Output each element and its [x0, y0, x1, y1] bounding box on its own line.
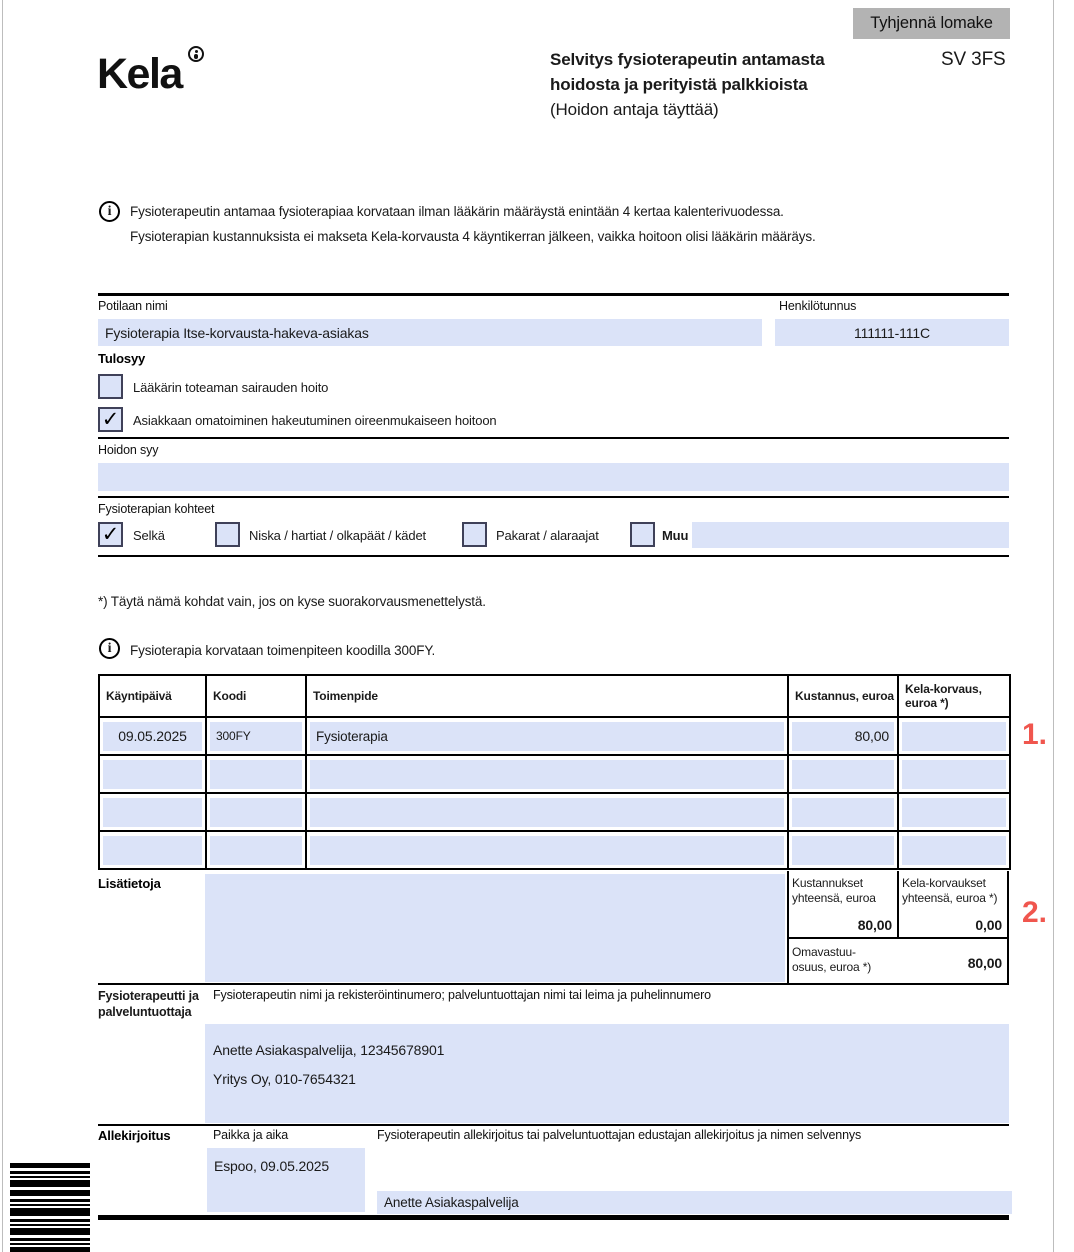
- deductible-value: 80,00: [967, 955, 1002, 971]
- visit-cost-field[interactable]: [792, 798, 894, 827]
- divider: [1007, 871, 1009, 985]
- header-date: Käyntipäivä: [99, 675, 206, 717]
- checkbox-laakarin-toteama-label: Lääkärin toteaman sairauden hoito: [133, 380, 329, 395]
- divider: [897, 871, 899, 938]
- place-date-field[interactable]: Espoo, 09.05.2025: [207, 1148, 365, 1212]
- visit-date-field[interactable]: [103, 836, 202, 865]
- checkmark-icon: ✓: [101, 408, 120, 431]
- checkbox-omatoiminen[interactable]: [98, 407, 123, 432]
- personal-id-label: Henkilötunnus: [779, 299, 857, 313]
- visit-cost-field[interactable]: [792, 836, 894, 865]
- divider: [98, 437, 1009, 439]
- checkbox-omatoiminen-label: Asiakkaan omatoiminen hakeutuminen oireenmukaiseen hoitoon: [133, 413, 497, 428]
- checkbox-selka-label: Selkä: [133, 528, 165, 543]
- provider-field-label: Fysioterapeutin nimi ja rekisteröintinumero; palveluntuottajan nimi tai leima ja puhelinnumero: [213, 988, 711, 1002]
- patient-name-label: Potilaan nimi: [98, 299, 168, 313]
- signer-label: Fysioterapeutin allekirjoitus tai palveluntuottajan edustajan allekirjoitus ja nimen selvennys: [377, 1128, 862, 1142]
- divider: [98, 983, 1009, 985]
- visit-code-field[interactable]: [210, 760, 302, 789]
- intro-note: [130, 199, 890, 249]
- visit-procedure-field[interactable]: Fysioterapia: [310, 722, 784, 751]
- provider-name-line: Anette Asiakaspalvelija, 12345678901: [213, 1042, 445, 1058]
- personal-id-field[interactable]: 111111-111C: [775, 319, 1009, 346]
- divider: [787, 937, 1009, 939]
- checkbox-pakarat[interactable]: [462, 522, 487, 547]
- lisatietoja-field[interactable]: [205, 874, 785, 982]
- visit-date-field[interactable]: [103, 798, 202, 827]
- signer-field[interactable]: Anette Asiakaspalvelija: [377, 1191, 1012, 1214]
- checkbox-pakarat-label: Pakarat / alaraajat: [496, 528, 599, 543]
- header-cost: Kustannus, euroa: [788, 675, 898, 717]
- checkbox-muu-label: Muu: [662, 528, 689, 543]
- intro-note-line1: Fysioterapeutin antamaa fysioterapiaa korvataan ilman lääkärin määräystä enintään 4 kertaa kalenterivuodessa.: [130, 204, 784, 219]
- visit-reimbursement-field[interactable]: [902, 798, 1006, 827]
- muu-field[interactable]: [692, 522, 1009, 548]
- visit-date-field[interactable]: [103, 760, 202, 789]
- header-code: Koodi: [206, 675, 306, 717]
- signature-section-label: Allekirjoitus: [98, 1128, 171, 1143]
- kela-logo-mark-icon: [188, 46, 204, 62]
- visit-procedure-field[interactable]: [310, 760, 784, 789]
- form-title-line3: (Hoidon antaja täyttää): [550, 100, 719, 119]
- table-row: [99, 831, 1010, 869]
- clear-form-button[interactable]: Tyhjennä lomake: [853, 8, 1010, 39]
- divider: [787, 871, 789, 985]
- lisatietoja-label: Lisätietoja: [98, 876, 161, 891]
- visit-code-field[interactable]: 300FY: [210, 722, 302, 751]
- checkbox-niska[interactable]: [215, 522, 240, 547]
- header-reimbursement: Kela-korvaus, euroa *): [898, 675, 1010, 717]
- visit-reimbursement-field[interactable]: [902, 760, 1006, 789]
- kohteet-label: Fysioterapian kohteet: [98, 502, 215, 516]
- visit-cost-field[interactable]: 80,00: [792, 722, 894, 751]
- visit-date-field[interactable]: 09.05.2025: [103, 722, 202, 751]
- provider-field[interactable]: [205, 1024, 1009, 1123]
- direct-compensation-note: *) Täytä nämä kohdat vain, jos on kyse suorakorvausmenettelystä.: [98, 594, 486, 609]
- intro-note-line2: Fysioterapian kustannuksista ei makseta Kela-korvausta 4 käyntikerran jälkeen, vaikka hoitoon olisi lääkärin määräys.: [130, 229, 816, 244]
- annotation-marker-2: 2.: [1022, 896, 1048, 929]
- code-note: Fysioterapia korvataan toimenpiteen koodilla 300FY.: [130, 643, 436, 658]
- divider: [98, 1124, 1009, 1126]
- visit-procedure-field[interactable]: [310, 836, 784, 865]
- place-date-label: Paikka ja aika: [213, 1128, 289, 1142]
- reimb-total-label: Kela-korvaukset yhteensä, euroa *): [902, 876, 998, 905]
- form-title-line1: Selvitys fysioterapeutin antamasta: [550, 50, 825, 69]
- table-row: [99, 755, 1010, 793]
- visit-procedure-field[interactable]: [310, 798, 784, 827]
- visit-reimbursement-field[interactable]: [902, 722, 1006, 751]
- checkbox-selka[interactable]: [98, 522, 123, 547]
- costs-total-label: Kustannukset yhteensä, euroa: [792, 876, 876, 905]
- form-code: SV 3FS: [941, 49, 1006, 70]
- provider-section-label: Fysioterapeutti ja palveluntuottaja: [98, 989, 199, 1019]
- info-icon: i: [99, 201, 120, 222]
- bottom-rule: [98, 1215, 1009, 1220]
- divider: [98, 293, 1009, 296]
- divider: [98, 555, 1009, 557]
- hoidon-syy-label: Hoidon syy: [98, 443, 159, 457]
- checkmark-icon: ✓: [101, 523, 120, 546]
- patient-name-field[interactable]: Fysioterapia Itse-korvausta-hakeva-asiakas: [98, 319, 762, 346]
- checkbox-laakarin-toteama[interactable]: [98, 374, 123, 399]
- visit-code-field[interactable]: [210, 798, 302, 827]
- info-icon: i: [99, 638, 120, 659]
- page-edge-right: [1053, 0, 1054, 1252]
- checkbox-niska-label: Niska / hartiat / olkapäät / kädet: [249, 528, 426, 543]
- tulosyy-label: Tulosyy: [98, 351, 146, 366]
- visits-header-row: [99, 675, 1010, 717]
- kela-logo-text: Kela: [97, 50, 182, 98]
- barcode: [10, 1163, 90, 1252]
- hoidon-syy-field[interactable]: [98, 463, 1009, 491]
- divider: [98, 496, 1009, 498]
- costs-total-value: 80,00: [857, 917, 892, 933]
- header-procedure: Toimenpide: [306, 675, 788, 717]
- provider-company-line: Yritys Oy, 010-7654321: [213, 1071, 356, 1087]
- page-edge-left: [2, 0, 3, 1252]
- table-row: [99, 717, 1010, 755]
- checkbox-muu[interactable]: [630, 522, 655, 547]
- visits-table: [98, 674, 1011, 870]
- deductible-label: Omavastuu-osuus, euroa *): [792, 945, 872, 974]
- form-title: [550, 47, 890, 122]
- reimb-total-value: 0,00: [975, 917, 1002, 933]
- annotation-marker-1: 1.: [1022, 718, 1048, 751]
- table-row: [99, 793, 1010, 831]
- kela-logo: [97, 50, 182, 99]
- visit-reimbursement-field[interactable]: [902, 836, 1006, 865]
- visit-code-field[interactable]: [210, 836, 302, 865]
- form-title-line2: hoidosta ja perityistä palkkioista: [550, 75, 808, 94]
- visit-cost-field[interactable]: [792, 760, 894, 789]
